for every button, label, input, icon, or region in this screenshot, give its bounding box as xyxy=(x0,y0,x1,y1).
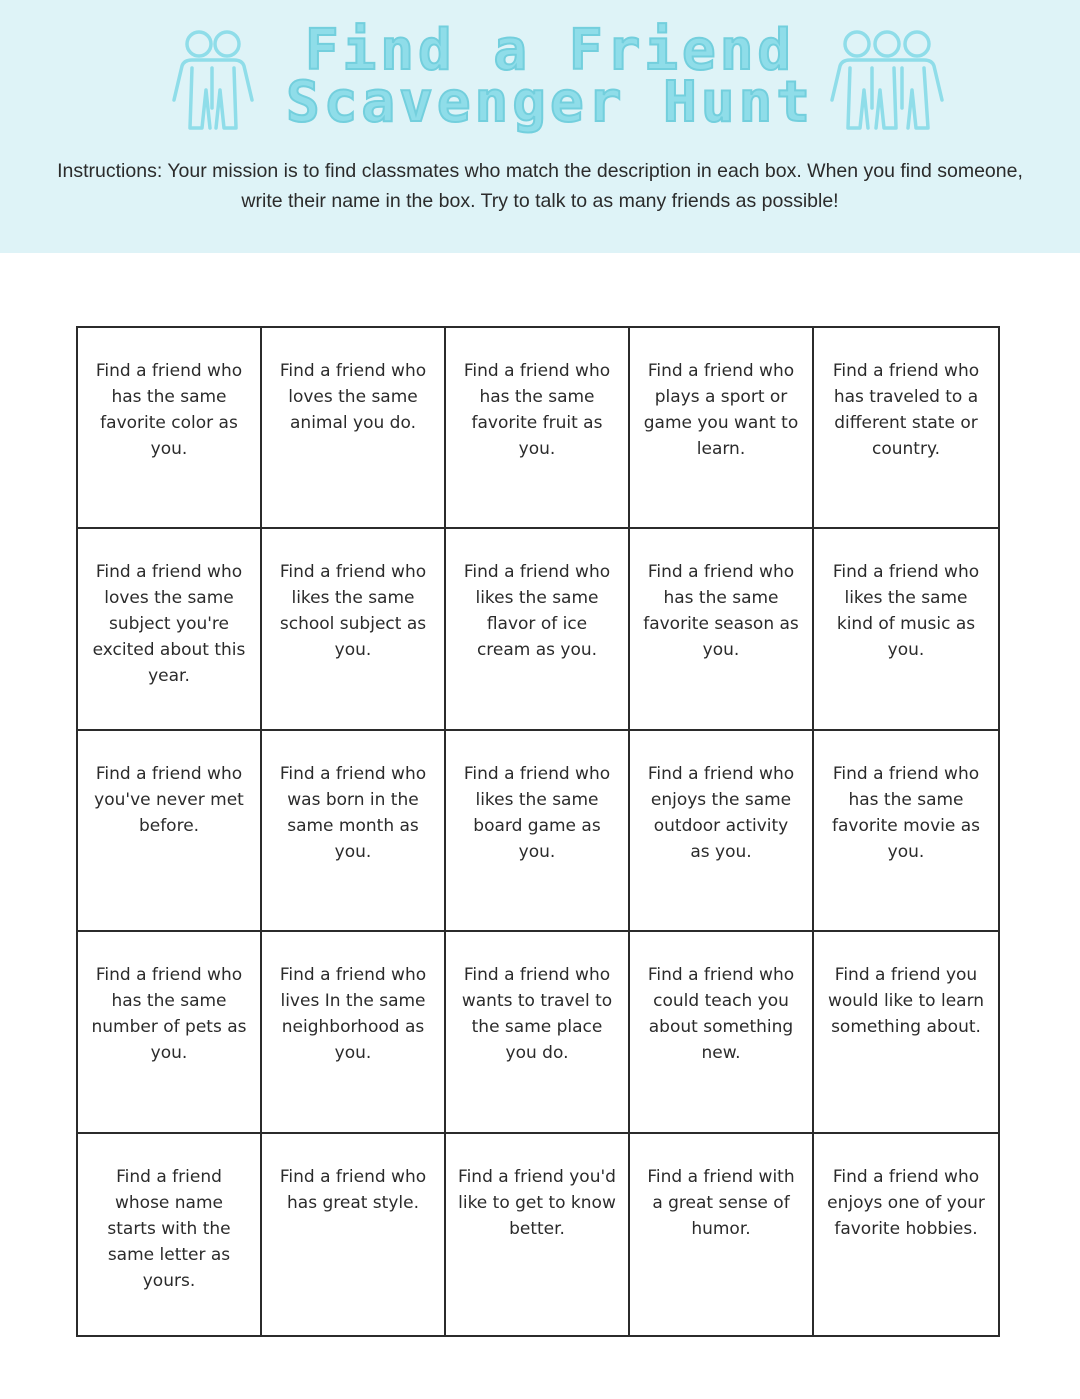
grid-cell[interactable]: Find a friend who has traveled to a different state or country. xyxy=(814,328,998,529)
grid-cell[interactable]: Find a friend who you've never met before. xyxy=(78,731,262,932)
grid-cell[interactable]: Find a friend who has the same favorite season as you. xyxy=(630,529,814,730)
grid-cell[interactable]: Find a friend who has the same favorite movie as you. xyxy=(814,731,998,932)
grid-cell[interactable]: Find a friend who loves the same animal you do. xyxy=(262,328,446,529)
grid-cell[interactable]: Find a friend who has the same number of pets as you. xyxy=(78,932,262,1133)
grid-cell[interactable]: Find a friend whose name starts with the same letter as yours. xyxy=(78,1134,262,1335)
grid-cell[interactable]: Find a friend who has the same favorite fruit as you. xyxy=(446,328,630,529)
grid-cell[interactable]: Find a friend who likes the same school subject as you. xyxy=(262,529,446,730)
grid-cell[interactable]: Find a friend who wants to travel to the same place you do. xyxy=(446,932,630,1133)
instructions-text: Instructions: Your mission is to find classmates who match the description in each box. When you find someone, write their name in the box. Try to talk to as many friends as possible! xyxy=(57,160,1023,212)
grid-cell[interactable]: Find a friend who lives In the same neighborhood as you. xyxy=(262,932,446,1133)
grid-cell[interactable]: Find a friend who enjoys the same outdoor activity as you. xyxy=(630,731,814,932)
grid-cell[interactable]: Find a friend you'd like to get to know better. xyxy=(446,1134,630,1335)
grid-cell[interactable]: Find a friend who likes the same kind of music as you. xyxy=(814,529,998,730)
grid-cell[interactable]: Find a friend who loves the same subject you're excited about this year. xyxy=(78,529,262,730)
grid-cell[interactable]: Find a friend who plays a sport or game you want to learn. xyxy=(630,328,814,529)
three-friends-icon xyxy=(824,28,950,132)
title-line-1: Find a Friend xyxy=(304,18,796,83)
grid-cell[interactable]: Find a friend who has great style. xyxy=(262,1134,446,1335)
grid-cell[interactable]: Find a friend with a great sense of humor. xyxy=(630,1134,814,1335)
grid-cell[interactable]: Find a friend who enjoys one of your favorite hobbies. xyxy=(827,1166,985,1239)
grid-cell[interactable]: Find a friend who was born in the same month as you. xyxy=(262,731,446,932)
two-friends-icon xyxy=(166,28,258,132)
grid-cell[interactable]: Find a friend you would like to learn something about. xyxy=(814,932,998,1133)
grid-cell[interactable]: Find a friend who could teach you about something new. xyxy=(630,932,814,1133)
grid-cell[interactable]: Find a friend who has the same favorite color as you. xyxy=(78,328,262,529)
title-line-2: Scavenger Hunt xyxy=(285,70,814,135)
header-banner xyxy=(0,0,1080,253)
grid-cell[interactable]: Find a friend who likes the same flavor of ice cream as you. xyxy=(446,529,630,730)
scavenger-grid xyxy=(76,326,1000,1337)
grid-cell[interactable]: Find a friend who likes the same board game as you. xyxy=(446,731,630,932)
